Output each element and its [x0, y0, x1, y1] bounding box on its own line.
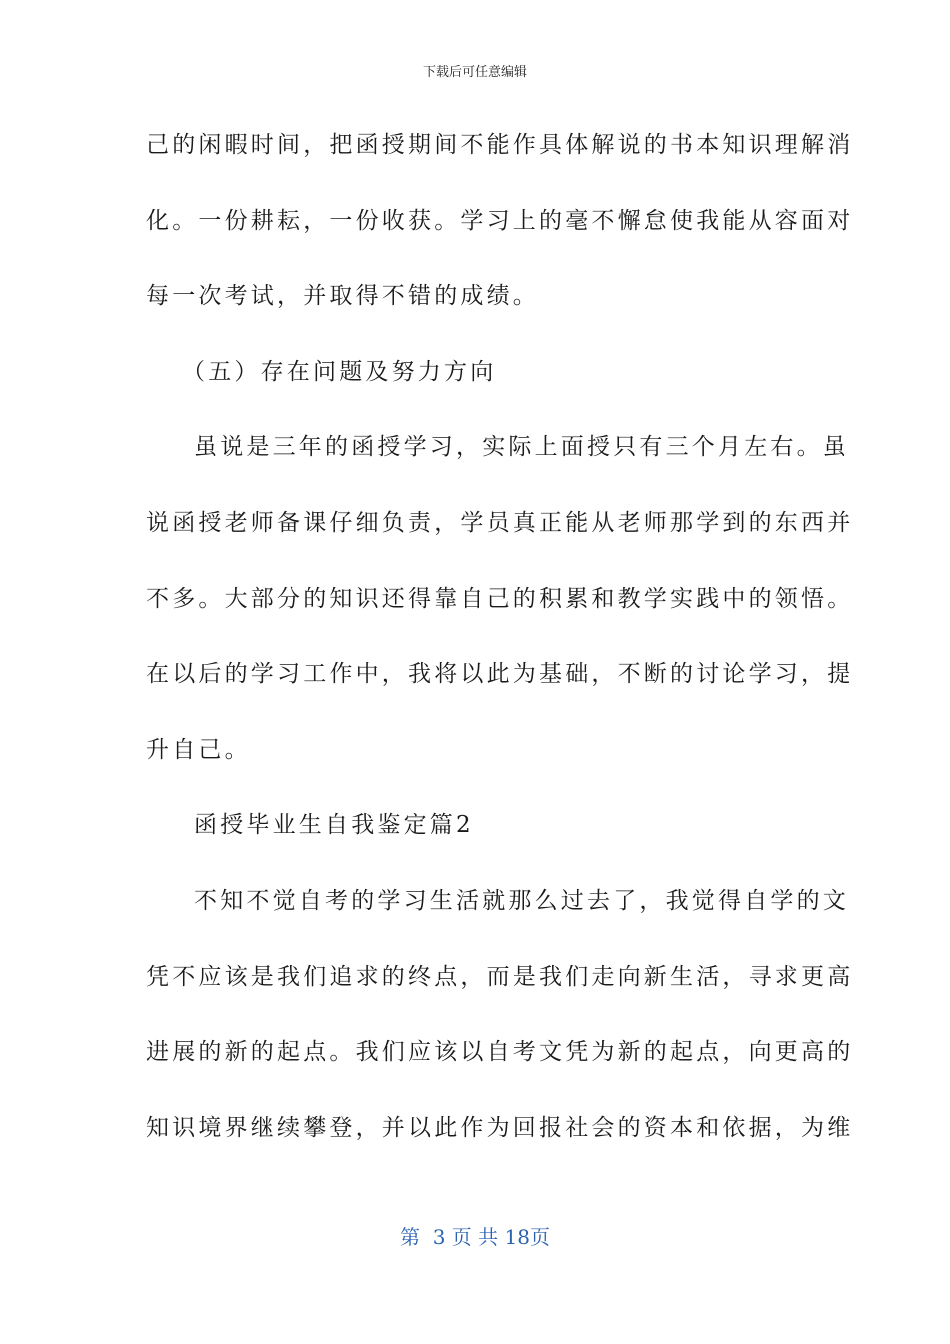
body-line: 己的闲暇时间，把函授期间不能作具体解说的书本知识理解消: [146, 132, 854, 158]
body-line: 不多。大部分的知识还得靠自己的积累和教学实践中的领悟。: [146, 585, 854, 612]
section-heading: （五）存在问题及努力方向: [182, 358, 497, 385]
article-title: 函授毕业生自我鉴定篇2: [194, 812, 474, 839]
page-header: 下载后可任意编辑: [422, 65, 527, 80]
body-line: 凭不应该是我们追求的终点，而是我们走向新生活，寻求更高: [146, 963, 854, 990]
body-line: 每一次考试，并取得不错的成绩。: [146, 283, 539, 310]
document-body: [146, 122, 854, 1180]
body-line: 化。一份耕耘，一份收获。学习上的毫不懈怠使我能从容面对: [146, 207, 854, 234]
body-line: 升自己。: [146, 736, 251, 763]
paragraph-start-line: 虽说是三年的函授学习，实际上面授只有三个月左右。虽: [194, 434, 849, 461]
body-line: 说函授老师备课仔细负责，学员真正能从老师那学到的东西并: [146, 509, 854, 536]
body-line: 知识境界继续攀登，并以此作为回报社会的资本和依据，为维: [146, 1114, 854, 1141]
page-number-footer: 第 3 页 共 18页: [400, 1225, 550, 1249]
body-line: 进展的新的起点。我们应该以自考文凭为新的起点，向更高的: [146, 1039, 854, 1066]
body-line: 在以后的学习工作中，我将以此为基础，不断的讨论学习，提: [146, 661, 854, 688]
paragraph-start-line: 不知不觉自考的学习生活就那么过去了，我觉得自学的文: [194, 887, 849, 914]
